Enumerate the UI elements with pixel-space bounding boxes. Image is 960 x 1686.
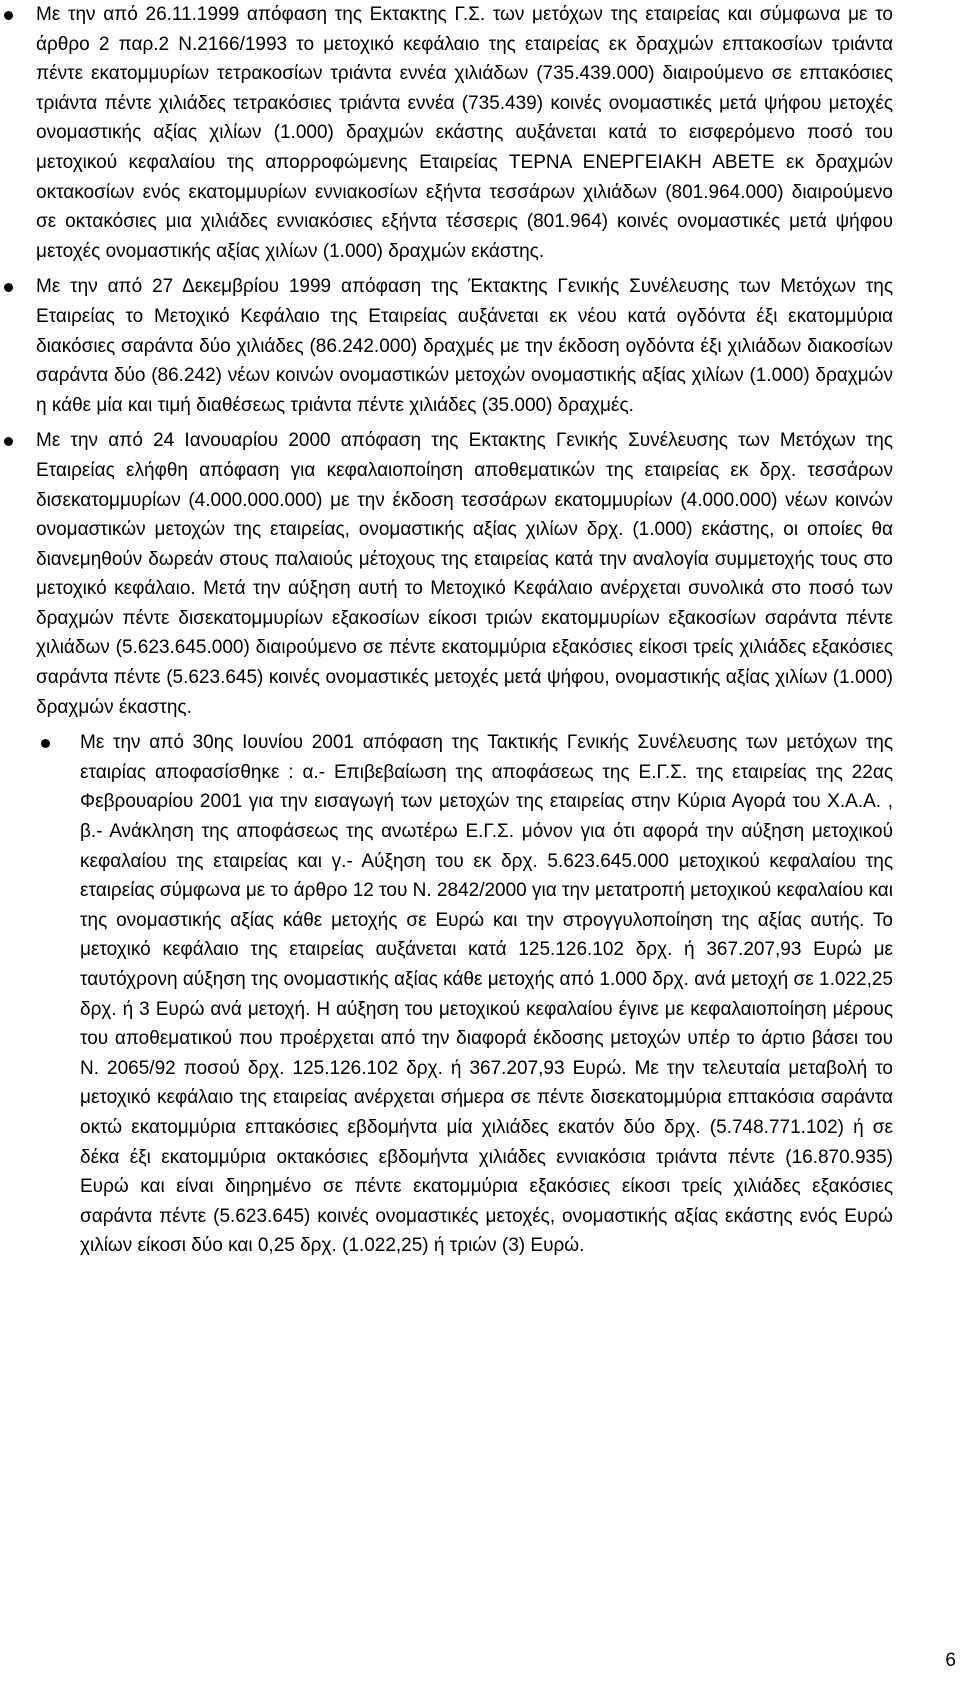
bullet-icon bbox=[4, 283, 13, 292]
paragraph-text: Με την από 24 Ιανουαρίου 2000 απόφαση της Εκτακτης Γενικής Συνέλευσης των Μετόχων της Εταιρείας ελήφθη απόφαση για κεφαλαιοποίηση αποθεματικών της εταιρείας εκ δρχ. τεσσάρων δισεκατομμυρίων (4.000.000.000) με την έκδοση τεσσάρων εκατομμυρίων (4.000.000) νέων κοινών ονομαστικών μετοχών της εταιρείας, ονομαστικής αξίας χιλίων δρχ. (1.000) εκάστης, οι οποίες θα διανεμηθούν δωρεάν στους παλαιούς μέτοχους της εταιρείας κατά την αναλογία συμμετοχής τους στο μετοχικό κεφάλαιο. Μετά την αύξηση αυτή το Μετοχικό Κεφάλαιο ανέρχεται συνολικά στο ποσό των δραχμών πέντε δισεκατομμυρίων εξακοσίων είκοσι τριών εκατομμυρίων εξακοσίων σαράντα πέντε χιλιάδων (5.623.645.000) διαιρούμενο σε πέντε εκατομμύρια εξακόσιες είκοσι τρείς χιλιάδες εξακόσιες σαράντα πέντε (5.623.645) κοινές ονομαστικές μετοχές μετά ψήφου, ονομαστικής αξίας χιλίων (1.000) δραχμών έκαστης. bbox=[36, 430, 893, 718]
page-number: 6 bbox=[945, 1650, 956, 1671]
bullet-icon bbox=[4, 11, 13, 20]
nested-list-item bbox=[80, 728, 893, 1261]
list-item bbox=[36, 272, 893, 420]
paragraph-text: Με την από 26.11.1999 απόφαση της Εκτακτης Γ.Σ. των μετόχων της εταιρείας και σύμφωνα με το άρθρο 2 παρ.2 Ν.2166/1993 το μετοχικό κεφάλαιο της εταιρείας εκ δραχμών επτακοσίων τριάντα πέντε εκατομμυρίων τετρακοσίων τριάντα εννέα χιλιάδων (735.439.000) διαιρούμενο σε επτακόσιες τριάντα πέντε χιλιάδες τετρακόσιες τριάντα εννέα (735.439) κοινές ονομαστικές μετά ψήφου μετοχές ονομαστικής αξίας χιλίων (1.000) δραχμών εκάστης αυξάνεται κατά το εισφερόμενο ποσό του μετοχικού κεφαλαίου της απορροφώμενης Εταιρείας ΤΕΡΝΑ ΕΝΕΡΓΕΙΑΚΗ ΑΒΕΤΕ εκ δραχμών οκτακοσίων ενός εκατομμυρίων εννιακοσίων εξήντα τεσσάρων χιλιάδων (801.964.000) διαιρούμενο σε οκτακόσιες μια χιλιάδες εννιακόσιες εξήντα τέσσερις (801.964) κοινές ονομαστικές μετά ψήφου μετοχές ονομαστικής αξίας χιλίων (1.000) δραχμών εκάστης. bbox=[36, 4, 893, 262]
bullet-icon bbox=[41, 739, 50, 748]
list-item bbox=[36, 426, 893, 722]
list-item bbox=[36, 0, 893, 266]
paragraph-text: Με την από 30ης Ιουνίου 2001 απόφαση της Τακτικής Γενικής Συνέλευσης των μετόχων της εταιρίας αποφασίσθηκε : α.- Επιβεβαίωση της αποφάσεως της Ε.Γ.Σ. της εταιρείας της 22ας Φεβρουαρίου 2001 για την εισαγωγή των μετοχών της εταιρείας στην Κύρια Αγορά του Χ.Α.Α. , β.- Ανάκληση της αποφάσεως της ανωτέρω Ε.Γ.Σ. μόνον για ότι αφορά την αύξηση μετοχικού κεφαλαίου της εταιρείας και γ.- Αύξηση του εκ δρχ. 5.623.645.000 μετοχικού κεφαλαίου της εταιρείας σύμφωνα με το άρθρο 12 του Ν. 2842/2000 για την μετατροπή μετοχικού κεφαλαίου και της ονομαστικής αξίας κάθε μετοχής σε Ευρώ και την στρογγυλοποίηση της αξίας αυτής. Το μετοχικό κεφάλαιο της εταιρείας αυξάνεται κατά 125.126.102 δρχ. ή 367.207,93 Ευρώ με ταυτόχρονη αύξηση της ονομαστικής αξίας κάθε μετοχής από 1.000 δρχ. ανά μετοχή σε 1.022,25 δρχ. ή 3 Ευρώ ανά μετοχή. Η αύξηση του μετοχικού κεφαλαίου έγινε με κεφαλαιοποίηση μέρους του αποθεματικού που προέρχεται από την διαφορά έκδοσης μετοχών υπέρ το άρτιο βάσει του Ν. 2065/92 ποσού δρχ. 125.126.102 δρχ. ή 367.207,93 Ευρώ. Με την τελευταία μεταβολή το μετοχικό κεφάλαιο της εταιρείας ανέρχεται σήμερα σε πέντε δισεκατομμύρια επτακόσια σαράντα οκτώ εκατομμύρια επτακόσιες εβδομήντα μία χιλιάδες εκατόν δύο δρχ. (5.748.771.102) ή σε δέκα έξι εκατομμύρια οκτακόσιες εβδομήντα χιλιάδες εννιακόσια τριάντα πέντε (16.870.935) Ευρώ και είναι διηρημένο σε πέντε εκατομμύρια εξακόσιες είκοσι τρείς χιλιάδες εξακόσιες σαράντα πέντε (5.623.645) κοινές ονομαστικές μετοχές, ονομαστικής αξίας εκάστης ενός Ευρώ χιλίων είκοσι δύο και 0,25 δρχ. (1.022,25) ή τριών (3) Ευρώ. bbox=[80, 732, 893, 1257]
paragraph-text: Με την από 27 Δεκεμβρίου 1999 απόφαση της Έκτακτης Γενικής Συνέλευσης των Μετόχων της Εταιρείας το Μετοχικό Κεφάλαιο της Εταιρείας αυξάνεται εκ νέου κατά ογδόντα έξι εκατομμύρια διακόσιες σαράντα δύο χιλιάδες (86.242.000) δραχμές με την έκδοση ογδόντα έξι χιλιάδων διακοσίων σαράντα δύο (86.242) νέων κοινών ονομαστικών μετοχών ονομαστικής αξίας χιλίων (1.000) δραχμών η κάθε μία και τιμή διαθέσεως τριάντα πέντε χιλιάδες (35.000) δραχμές. bbox=[36, 276, 893, 416]
bullet-icon bbox=[4, 437, 13, 446]
